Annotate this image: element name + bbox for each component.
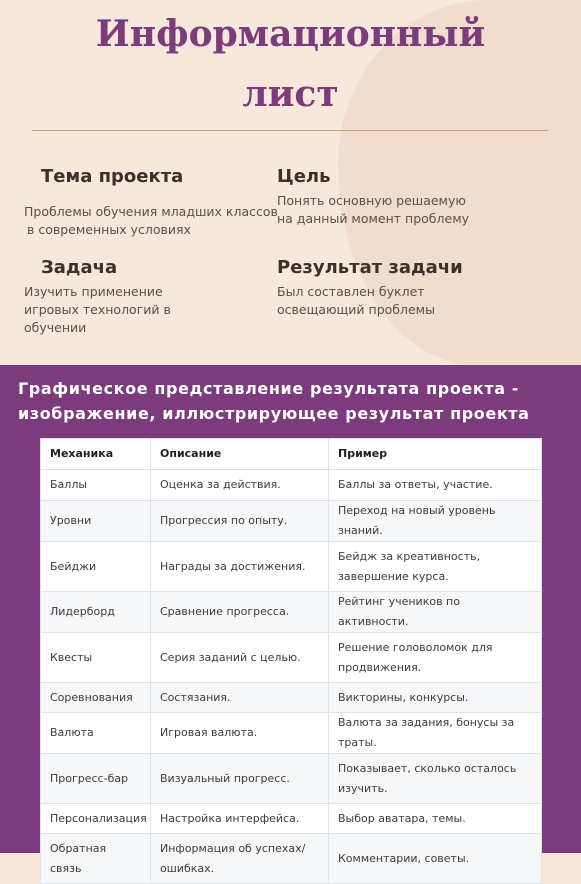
result-section-title	[18, 376, 578, 426]
cell-mechanic: Лидерборд	[41, 592, 151, 633]
task-heading: Задача	[41, 257, 118, 278]
cell-description: Информация об успехах/ ошибках.	[151, 834, 329, 884]
cell-example: Комментарии, советы.	[329, 834, 542, 884]
cell-example: Переход на новый уровень знаний.	[329, 501, 542, 542]
cell-example: Викторины, конкурсы.	[329, 683, 542, 713]
cell-example: Выбор аватара, темы.	[329, 804, 542, 834]
table-row	[41, 683, 542, 713]
topic-text-line: Проблемы обучения младших классов	[24, 204, 278, 219]
table-row	[41, 542, 542, 592]
column-header-example: Пример	[329, 439, 542, 470]
result-heading: Результат задачи	[277, 257, 463, 278]
cell-mechanic: Персонализация	[41, 804, 151, 834]
cell-mechanic: Соревнования	[41, 683, 151, 713]
task-text	[24, 283, 171, 337]
column-header-description: Описание	[151, 439, 329, 470]
task-text-line: обучении	[24, 320, 87, 335]
goal-text-line: Понять основную решаемую	[277, 193, 466, 208]
table-row	[41, 713, 542, 754]
title-divider	[32, 130, 548, 131]
page-title-line-2: лист	[242, 73, 339, 115]
cell-description: Серия заданий с целью.	[151, 633, 329, 683]
cell-description: Игровая валюта.	[151, 713, 329, 754]
cell-mechanic: Квесты	[41, 633, 151, 683]
cell-example: Бейдж за креативность, завершение курса.	[329, 542, 542, 592]
page-title	[0, 6, 581, 122]
result-title-line: Графическое представление результата проекта -	[18, 379, 520, 398]
table-row	[41, 834, 542, 884]
cell-mechanic: Бейджи	[41, 542, 151, 592]
cell-description: Визуальный прогресс.	[151, 754, 329, 804]
cell-example: Решение головоломок для продвижения.	[329, 633, 542, 683]
table-row	[41, 804, 542, 834]
table-header-row	[41, 439, 542, 470]
goal-text-line: на данный момент проблему	[277, 211, 470, 226]
result-title-line: изображение, иллюстрирующее результат проекта	[18, 404, 530, 423]
cell-mechanic: Валюта	[41, 713, 151, 754]
cell-mechanic: Прогресс-бар	[41, 754, 151, 804]
column-header-mechanic: Механика	[41, 439, 151, 470]
mechanics-table-wrapper	[40, 438, 541, 884]
cell-example: Рейтинг учеников по активности.	[329, 592, 542, 633]
task-text-line: игровых технологий в	[24, 302, 171, 317]
task-text-line: Изучить применение	[24, 284, 163, 299]
topic-text	[24, 203, 278, 239]
table-row	[41, 633, 542, 683]
result-section	[0, 365, 581, 875]
result-text-line: освещающий проблемы	[277, 302, 435, 317]
result-text-line: Был составлен буклет	[277, 284, 425, 299]
cell-example: Показывает, сколько осталось изучить.	[329, 754, 542, 804]
table-row	[41, 754, 542, 804]
cell-description: Прогрессия по опыту.	[151, 501, 329, 542]
cell-description: Состязания.	[151, 683, 329, 713]
goal-heading: Цель	[277, 166, 331, 187]
cell-description: Сравнение прогресса.	[151, 592, 329, 633]
mechanics-table	[40, 438, 542, 884]
topic-heading: Тема проекта	[41, 166, 184, 187]
page-title-line-1: Информационный	[95, 13, 486, 55]
cell-mechanic: Уровни	[41, 501, 151, 542]
goal-text	[277, 192, 469, 228]
cell-example: Валюта за задания, бонусы за траты.	[329, 713, 542, 754]
cell-mechanic: Баллы	[41, 470, 151, 501]
table-row	[41, 470, 542, 501]
cell-example: Баллы за ответы, участие.	[329, 470, 542, 501]
cell-description: Награды за достижения.	[151, 542, 329, 592]
cell-description: Настройка интерфейса.	[151, 804, 329, 834]
cell-description: Оценка за действия.	[151, 470, 329, 501]
result-text	[277, 283, 435, 319]
table-row	[41, 592, 542, 633]
table-row	[41, 501, 542, 542]
topic-text-line: в современных условиях	[27, 222, 191, 237]
cell-mechanic: Обратная связь	[41, 834, 151, 884]
info-sheet-section	[0, 0, 581, 365]
